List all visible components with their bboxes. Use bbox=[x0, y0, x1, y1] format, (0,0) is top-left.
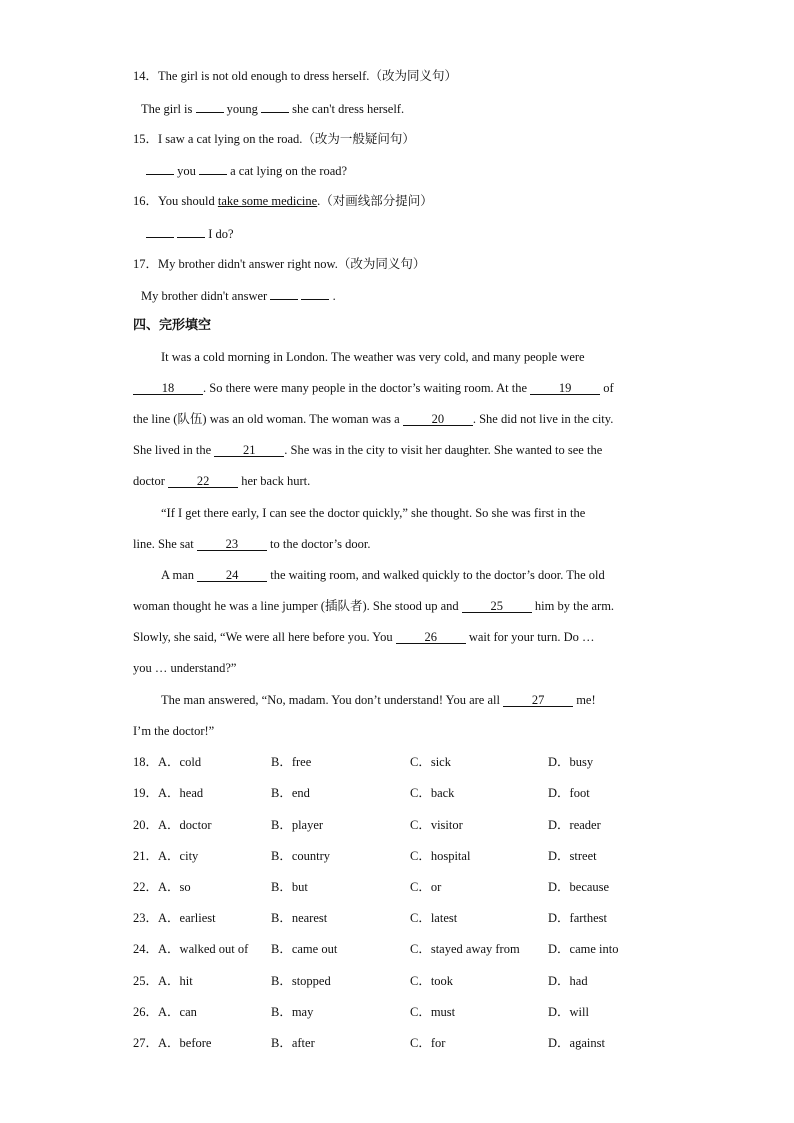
question-prompt: You should bbox=[158, 194, 218, 208]
question-16 bbox=[133, 193, 433, 209]
option-c[interactable]: C．for bbox=[410, 1036, 446, 1050]
passage-text: the line (队伍) was an old woman. The woman was a bbox=[133, 412, 403, 426]
blank-23[interactable]: 23 bbox=[197, 538, 267, 551]
passage-line bbox=[133, 598, 614, 614]
blank-19[interactable]: 19 bbox=[530, 382, 600, 395]
answer-text: a cat lying on the road? bbox=[227, 164, 348, 178]
question-prompt: The girl is not old enough to dress herself. bbox=[158, 69, 370, 83]
passage-text: to the doctor’s door. bbox=[266, 537, 371, 551]
option-a[interactable]: 24．A．walked out of bbox=[133, 942, 249, 956]
option-a[interactable]: 26．A．can bbox=[133, 1005, 197, 1019]
option-c[interactable]: C．took bbox=[410, 974, 454, 988]
blank-24[interactable]: 24 bbox=[197, 569, 267, 582]
underlined-phrase: take some medicine bbox=[217, 194, 318, 208]
answer-text: My brother didn't answer bbox=[141, 289, 271, 303]
answer-line-14 bbox=[141, 100, 404, 117]
blank-20[interactable]: 20 bbox=[403, 413, 473, 426]
passage-text: of bbox=[600, 381, 614, 395]
option-b[interactable]: B．may bbox=[271, 1005, 314, 1019]
question-number: 17． bbox=[133, 257, 159, 271]
passage-line bbox=[133, 473, 310, 489]
option-c[interactable]: C．hospital bbox=[410, 849, 471, 863]
blank[interactable] bbox=[146, 162, 174, 175]
option-b[interactable]: B．stopped bbox=[271, 974, 331, 988]
blank[interactable] bbox=[146, 225, 174, 238]
blank-26[interactable]: 26 bbox=[396, 631, 466, 644]
passage-text: The man answered, “No, madam. You don’t understand! You are all bbox=[161, 693, 504, 707]
question-prompt-end: . bbox=[317, 194, 321, 208]
passage-line bbox=[133, 380, 614, 396]
passage-line bbox=[161, 349, 585, 365]
passage-text: Slowly, she said, “We were all here before you. You bbox=[133, 630, 396, 644]
option-a[interactable]: 23．A．earliest bbox=[133, 911, 216, 925]
option-b[interactable]: B．end bbox=[271, 786, 310, 800]
option-b[interactable]: B．came out bbox=[271, 942, 338, 956]
answer-text: she can't dress herself. bbox=[289, 102, 405, 116]
option-b[interactable]: B．free bbox=[271, 755, 312, 769]
passage-line bbox=[133, 660, 236, 676]
answer-text: you bbox=[174, 164, 199, 178]
option-c[interactable]: C．visitor bbox=[410, 818, 463, 832]
option-b[interactable]: B．nearest bbox=[271, 911, 328, 925]
option-d[interactable]: D．came into bbox=[548, 942, 619, 956]
passage-text: . She was in the city to visit her daughter. She wanted to see the bbox=[284, 443, 603, 457]
blank[interactable] bbox=[261, 100, 289, 113]
option-a[interactable]: 22．A．so bbox=[133, 880, 191, 894]
passage-text: him by the arm. bbox=[531, 599, 615, 613]
passage-line bbox=[133, 536, 370, 552]
passage-line bbox=[161, 692, 596, 708]
passage-text: She lived in the bbox=[133, 443, 215, 457]
option-d[interactable]: D．against bbox=[548, 1036, 605, 1050]
option-c[interactable]: C．sick bbox=[410, 755, 451, 769]
option-d[interactable]: D．had bbox=[548, 974, 588, 988]
passage-text: I’m the doctor!” bbox=[133, 724, 215, 738]
answer-text: The girl is bbox=[141, 102, 196, 116]
passage-text: It was a cold morning in London. The weather was very cold, and many people were bbox=[161, 350, 585, 364]
answer-line-17 bbox=[141, 287, 336, 304]
question-instruction: （改为一般疑问句） bbox=[302, 132, 415, 146]
blank[interactable] bbox=[199, 162, 227, 175]
passage-text: . So there were many people in the doctor’s waiting room. At the bbox=[203, 381, 531, 395]
option-b[interactable]: B．after bbox=[271, 1036, 315, 1050]
passage-text: doctor bbox=[133, 474, 169, 488]
option-b[interactable]: B．but bbox=[271, 880, 308, 894]
passage-line bbox=[161, 505, 585, 521]
option-c[interactable]: C．stayed away from bbox=[410, 942, 520, 956]
option-d[interactable]: D．street bbox=[548, 849, 597, 863]
passage-line bbox=[161, 567, 605, 583]
passage-text: wait for your turn. Do … bbox=[465, 630, 595, 644]
option-a[interactable]: 21．A．city bbox=[133, 849, 199, 863]
answer-line-15 bbox=[146, 162, 347, 179]
passage-line bbox=[133, 411, 613, 427]
question-prompt: I saw a cat lying on the road. bbox=[158, 132, 303, 146]
option-a[interactable]: 27．A．before bbox=[133, 1036, 212, 1050]
question-number: 14． bbox=[133, 69, 159, 83]
question-instruction: （对画线部分提问） bbox=[320, 194, 433, 208]
question-instruction: （改为同义句） bbox=[369, 69, 457, 83]
option-a[interactable]: 20．A．doctor bbox=[133, 818, 212, 832]
passage-text: . She did not live in the city. bbox=[472, 412, 614, 426]
question-instruction: （改为同义句） bbox=[337, 257, 426, 271]
question-number: 16． bbox=[133, 194, 159, 208]
option-d[interactable]: D．farthest bbox=[548, 911, 608, 925]
question-prompt: My brother didn't answer right now. bbox=[158, 257, 338, 271]
option-c[interactable]: C．back bbox=[410, 786, 455, 800]
question-14 bbox=[133, 68, 457, 84]
option-d[interactable]: D．because bbox=[548, 880, 610, 894]
passage-text: woman thought he was a line jumper (插队者). She stood up and bbox=[133, 599, 462, 613]
passage-line bbox=[133, 723, 214, 739]
passage-line bbox=[133, 442, 602, 458]
question-number: 15． bbox=[133, 132, 159, 146]
passage-text: the waiting room, and walked quickly to the doctor’s door. The old bbox=[267, 568, 605, 582]
option-b[interactable]: B．country bbox=[271, 849, 331, 863]
blank[interactable] bbox=[177, 225, 205, 238]
blank-18[interactable]: 18 bbox=[133, 382, 203, 395]
blank-21[interactable]: 21 bbox=[214, 444, 284, 457]
question-15 bbox=[133, 131, 415, 147]
answer-text: I do? bbox=[205, 227, 234, 241]
blank-25[interactable]: 25 bbox=[462, 600, 532, 613]
passage-text: line. She sat bbox=[133, 537, 197, 551]
option-c[interactable]: C．or bbox=[410, 880, 442, 894]
passage-line bbox=[133, 629, 595, 645]
option-d[interactable]: D．busy bbox=[548, 755, 594, 769]
blank-22[interactable]: 22 bbox=[168, 475, 238, 488]
option-d[interactable]: D．reader bbox=[548, 818, 601, 832]
option-a[interactable]: 19．A．head bbox=[133, 786, 204, 800]
answer-text: young bbox=[223, 102, 262, 116]
option-b[interactable]: B．player bbox=[271, 818, 324, 832]
blank-27[interactable]: 27 bbox=[503, 694, 573, 707]
option-c[interactable]: C．latest bbox=[410, 911, 458, 925]
option-c[interactable]: C．must bbox=[410, 1005, 456, 1019]
passage-text: her back hurt. bbox=[238, 474, 311, 488]
option-d[interactable]: D．will bbox=[548, 1005, 589, 1019]
answer-line-16 bbox=[146, 225, 234, 242]
blank[interactable] bbox=[196, 100, 224, 113]
question-17 bbox=[133, 256, 425, 272]
answer-text: . bbox=[329, 289, 336, 303]
option-d[interactable]: D．foot bbox=[548, 786, 590, 800]
passage-text: “If I get there early, I can see the doctor quickly,” she thought. So she was first in the bbox=[161, 506, 586, 520]
option-a[interactable]: 25．A．hit bbox=[133, 974, 193, 988]
blank[interactable] bbox=[270, 287, 298, 300]
section-heading: 四、完形填空 bbox=[133, 318, 212, 333]
passage-text: A man bbox=[161, 568, 198, 582]
option-a[interactable]: 18．A．cold bbox=[133, 755, 202, 769]
blank[interactable] bbox=[301, 287, 329, 300]
passage-text: you … understand?” bbox=[133, 661, 237, 675]
passage-text: me! bbox=[573, 693, 596, 707]
